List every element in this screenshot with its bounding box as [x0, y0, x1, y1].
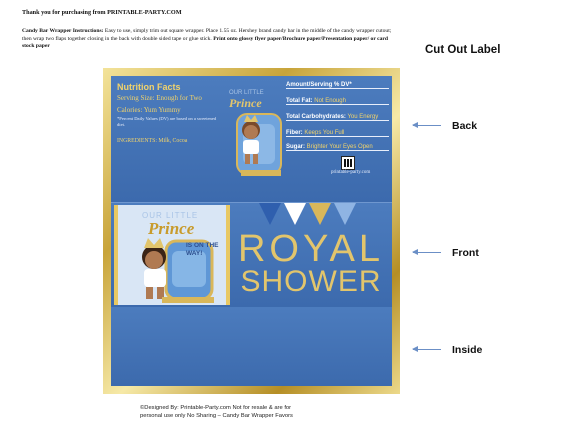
inside-panel	[111, 307, 392, 386]
bunting-banner	[259, 203, 359, 229]
instructions-title: Candy Bar Wrapper Instructions:	[22, 28, 104, 34]
front-label: Front	[452, 247, 479, 259]
arrow-left-icon	[413, 349, 441, 350]
bunting-flag	[309, 203, 331, 225]
bunting-flag	[334, 203, 356, 225]
our-little-text: OUR LITTLE	[142, 211, 199, 220]
serving-size: Serving Size: Enough for Two	[117, 94, 202, 102]
inside-label: Inside	[452, 344, 483, 356]
front-panel	[111, 202, 392, 308]
cut-out-label: Cut Out Label	[425, 44, 501, 56]
small-our-little: OUR LITTLE	[229, 90, 264, 96]
nutrition-row: Fiber: Keeps You Full	[286, 130, 389, 137]
candy-wrapper	[111, 76, 392, 386]
footer-line-2: personal use only No Sharing – Candy Bar Wrapper Favors	[140, 413, 293, 419]
nutrition-row: Total Fat: Not Enough	[286, 98, 389, 105]
royal-title: ROYAL	[237, 228, 384, 270]
arrow-left-icon	[413, 125, 441, 126]
nutrition-title: Nutrition Facts	[117, 82, 181, 92]
on-the-way-text: IS ON THE WAY!	[186, 242, 219, 257]
thanks-line: Thank you for purchasing from PRINTABLE-PARTY.COM	[22, 9, 182, 16]
nutrition-row: Total Carbohydrates: You Energy	[286, 114, 389, 121]
back-label: Back	[452, 120, 478, 132]
prince-text: Prince	[148, 219, 195, 238]
arrow-left-icon	[413, 252, 441, 253]
footer-credit	[140, 404, 370, 420]
instructions-print: Print onto glossy flyer paper/Brochure paper/Presentation paper/ or card stock paper	[22, 35, 388, 50]
instructions-body: Easy to use, simply trim out square wrapper. Place 1.55 oz. Hershey brand candy bar in the middle of the candy wrapper cutout; then wrap two flaps together closing in the back with double sided tape or glue stick.	[22, 28, 392, 42]
bunting-flag	[259, 203, 281, 225]
calories: Calories: Yum Yummy	[117, 106, 181, 114]
shower-title: SHOWER	[240, 265, 382, 298]
small-prince: Prince	[229, 96, 262, 110]
back-panel	[111, 76, 392, 202]
bunting-flag	[284, 203, 306, 225]
daily-value-note: *Percent Daily Values (DV) are based on a sweetened diet.	[117, 116, 217, 127]
instructions	[22, 28, 394, 51]
site-url: printable-party.com	[331, 170, 371, 175]
qr-code	[341, 156, 355, 170]
nutrition-row: Amount/Serving % DV*	[286, 82, 389, 89]
prince-picture	[114, 205, 230, 305]
nutrition-row: Sugar: Brighter Your Eyes Open	[286, 144, 389, 151]
footer-line-1: ©Designed By: Printable-Party.com Not for resale & are for	[140, 405, 292, 411]
ingredients: INGREDIENTS: Milk, Cocoa	[117, 138, 188, 144]
